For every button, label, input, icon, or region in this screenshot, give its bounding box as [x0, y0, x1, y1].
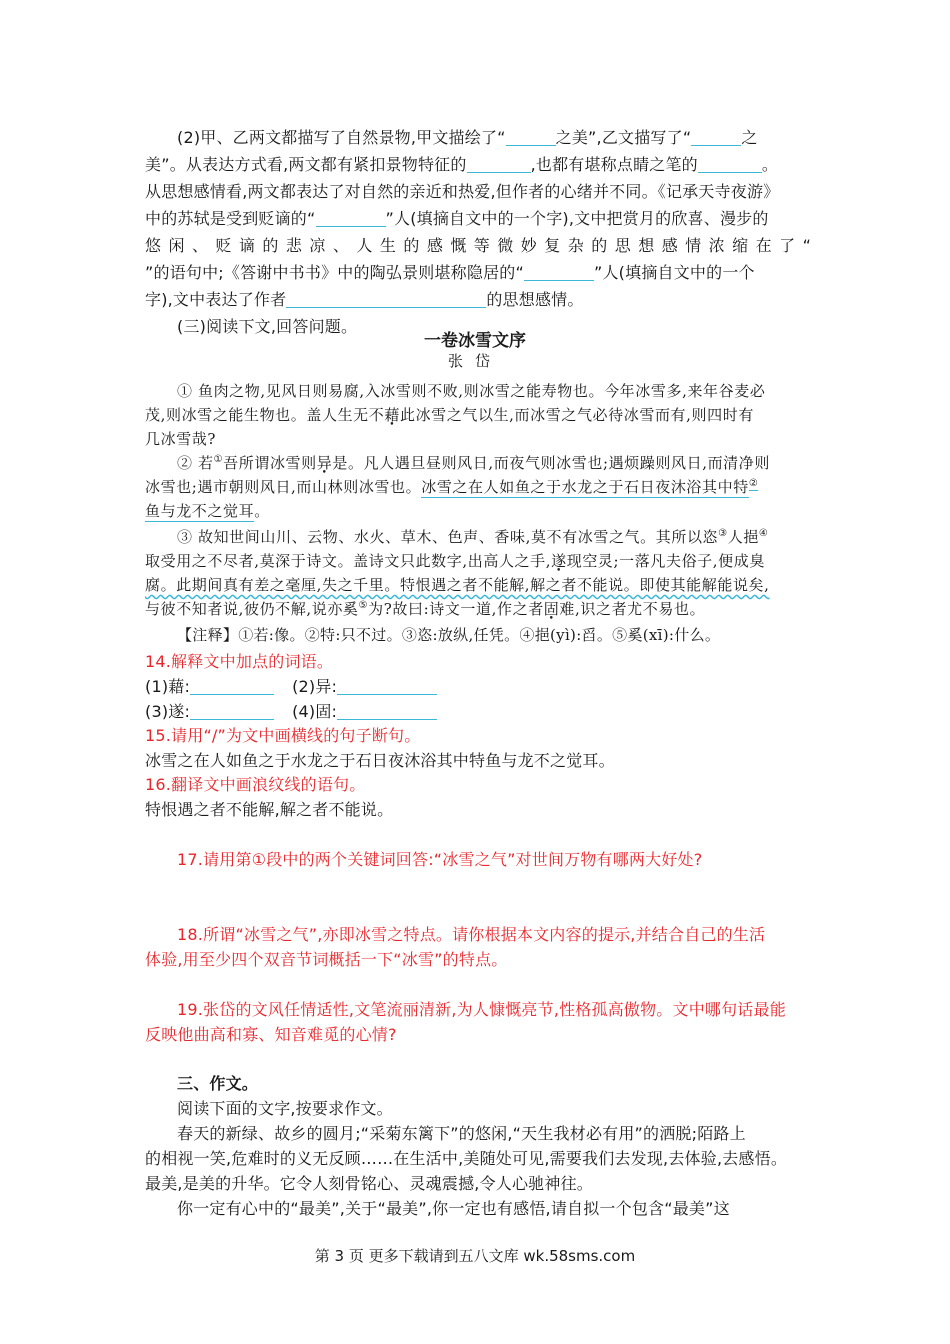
answer-blank[interactable]	[337, 701, 437, 720]
answer-blank[interactable]	[337, 676, 437, 695]
dotted-word: 遂	[551, 552, 567, 570]
question-18-line-1: 18.所谓“冰雪之气”,亦即冰雪之特点。请你根据本文内容的提示,并结合自己的生活	[177, 925, 766, 944]
text: 。	[254, 502, 270, 520]
question-19-line-2: 反映他曲高和寡、知音难觅的心情?	[145, 1025, 397, 1044]
text: (2)异:	[292, 677, 338, 696]
dotted-word: 异	[316, 454, 333, 472]
q2-line-7	[145, 286, 810, 313]
q14-row-2	[145, 698, 810, 725]
q15-sentence: 冰雪之在人如鱼之于水龙之于石日夜沐浴其中特鱼与龙不之觉耳。	[145, 751, 615, 770]
text: 茂,则冰雪之能生物也。盖人生无不	[145, 406, 385, 424]
text: 的思想感情。	[486, 290, 584, 309]
q2-line-6	[145, 259, 810, 286]
answer-blank[interactable]	[467, 154, 531, 173]
question-16: 16.翻译文中画浪纹线的语句。	[145, 775, 366, 794]
text: (4)固:	[292, 702, 338, 721]
article-author: 张岱	[447, 352, 502, 370]
question-15: 15.请用“/”为文中画横线的句子断句。	[145, 726, 421, 745]
text: 是。凡人遇旦昼则风日,而夜气则冰雪也;遇烦躁则风日,而清净则	[332, 454, 770, 472]
text: 之美”,乙文描写了“	[555, 128, 692, 147]
para3-line-2	[145, 548, 810, 575]
underlined-sentence: 冰雪之在人如鱼之于水龙之于石日夜沐浴其中特	[421, 478, 749, 496]
answer-blank[interactable]	[506, 127, 556, 146]
text: 取受用之不尽者,莫深于诗文。盖诗文只此数字,出高人之手,	[145, 552, 552, 570]
text: 之	[741, 128, 758, 147]
text: 字),文中表达了作者	[145, 290, 287, 309]
dotted-word: 藉	[384, 406, 400, 424]
composition-line-1: 阅读下面的文字,按要求作文。	[177, 1099, 393, 1118]
text: ”的语句中;《答谢中书书》中的陶弘景则堪称隐居的“	[145, 263, 524, 282]
q16-sentence: 特恨遇之者不能解,解之者不能说。	[145, 800, 394, 819]
text: (3)遂:	[145, 702, 191, 721]
para3-line-4	[145, 596, 810, 623]
answer-blank[interactable]	[698, 154, 762, 173]
page-footer: 第 3 页 更多下载请到五八文库 wk.58sms.com	[314, 1247, 636, 1265]
text: ”人(填摘自文中的一个字),文中把赏月的欣喜、漫步的	[385, 209, 769, 228]
composition-line-2: 春天的新绿、故乡的圆月;“采菊东篱下”的悠闲,“天生我材必有用”的洒脱;陌路上	[177, 1124, 746, 1143]
text: (1)藉:	[145, 677, 191, 696]
notes: 【注释】①若:像。②特:只不过。③恣:放纵,任凭。④挹(yì):舀。⑤奚(xī):什么。	[177, 626, 721, 644]
q2-line-4	[145, 205, 810, 232]
dotted-word: 固	[543, 600, 560, 618]
question-18-line-2: 体验,用至少四个双音节词概括一下“冰雪”的特点。	[145, 950, 508, 969]
answer-blank[interactable]	[316, 208, 386, 227]
text: 人挹	[727, 528, 759, 546]
answer-blank[interactable]	[286, 289, 486, 308]
text: 美”。从表达方式看,两文都有紧扣景物特征的	[145, 155, 467, 174]
para3-line-3	[145, 572, 810, 599]
text: 现空灵;一落凡夫俗子,便成臭	[566, 552, 765, 570]
composition-line-4: 最美,是美的升华。它令人刻骨铭心、灵魂震撼,令人心驰神往。	[145, 1174, 593, 1193]
article-title: 一卷冰雪文序	[424, 331, 526, 351]
footnote-mark: ⑤	[358, 600, 369, 611]
section-intro: (三)阅读下文,回答问题。	[177, 317, 358, 336]
text: 难,识之者尤不易也。	[559, 600, 706, 618]
composition-line-3: 的相视一笑,危难时的义无反顾……在生活中,美随处可见,需要我们去发现,去体验,去感悟。	[145, 1149, 788, 1168]
para1-line-2	[145, 402, 810, 429]
text: 。	[761, 155, 779, 174]
para1-line-1: ① 鱼肉之物,见风日则易腐,入冰雪则不败,则冰雪之能寿物也。今年冰雪多,来年谷麦必	[177, 382, 766, 400]
question-17: 17.请用第①段中的两个关键词回答:“冰雪之气”对世间万物有哪两大好处?	[177, 850, 703, 869]
text: 此冰雪之气以生,而冰雪之气必待冰雪而有,则四时有	[399, 406, 754, 424]
footnote-mark: ④	[758, 528, 769, 539]
q2-line-1	[145, 124, 810, 151]
footnote-mark: ③	[718, 528, 728, 539]
q2-line-5: 悠 闲 、 贬 谪 的 悲 凉 、 人 生 的 感 慨 等 微 妙 复 杂 的 思 想 感 情 浓 缩 在 了 “	[145, 236, 813, 255]
q2-line-2	[145, 151, 810, 178]
para2-line-1	[145, 450, 842, 477]
q14-row-1	[145, 673, 810, 700]
para2-line-2	[145, 474, 810, 501]
text: 为?故曰:诗文一道,作之者	[368, 600, 544, 618]
footnote-mark: ②	[748, 478, 759, 489]
text: 冰雪也;遇市朝则风日,而山林则冰雪也。	[145, 478, 422, 496]
text: ,也都有堪称点睛之笔的	[530, 155, 698, 174]
text: ”人(填摘自文中的一个	[593, 263, 755, 282]
composition-line-5: 你一定有心中的“最美”,关于“最美”,你一定也有感悟,请自拟一个包含“最美”这	[177, 1199, 730, 1218]
para3-line-1	[145, 524, 842, 551]
para2-line-3	[145, 498, 810, 525]
question-19-line-1: 19.张岱的文风任情适性,文笔流丽清新,为人慷慨亮节,性格孤高傲物。文中哪句话最能	[177, 1000, 786, 1019]
composition-heading: 三、作文。	[177, 1074, 259, 1093]
footnote-mark: ①	[213, 454, 224, 465]
question-14: 14.解释文中加点的词语。	[145, 652, 334, 671]
answer-blank[interactable]	[190, 676, 274, 695]
underlined-sentence: 鱼与龙不之觉耳	[145, 502, 255, 520]
answer-blank[interactable]	[190, 701, 274, 720]
q2-line-3: 从思想感情看,两文都表达了对自然的亲近和热爱,但作者的心绪并不同。《记承天寺夜游》	[145, 182, 780, 201]
text: ② 若	[177, 454, 214, 472]
wavy-underlined-text: 腐。此期间真有差之毫厘,失之千里。特恨遇之者不能解,解之者不能说。即使其能解能说矣,	[145, 576, 770, 594]
text: ③ 故知世间山川、云物、水火、草木、色声、香味,莫不有冰雪之气。其所以恣	[177, 528, 719, 546]
para1-line-3: 几冰雪哉?	[145, 430, 217, 448]
text: 中的苏轼是受到贬谪的“	[145, 209, 316, 228]
text: 与彼不知者说,彼仍不解,说亦奚	[145, 600, 359, 618]
text: 吾所谓冰雪则	[223, 454, 317, 472]
answer-blank[interactable]	[691, 127, 741, 146]
answer-blank[interactable]	[524, 262, 594, 281]
text: (2)甲、乙两文都描写了自然景物,甲文描绘了“	[177, 128, 506, 147]
